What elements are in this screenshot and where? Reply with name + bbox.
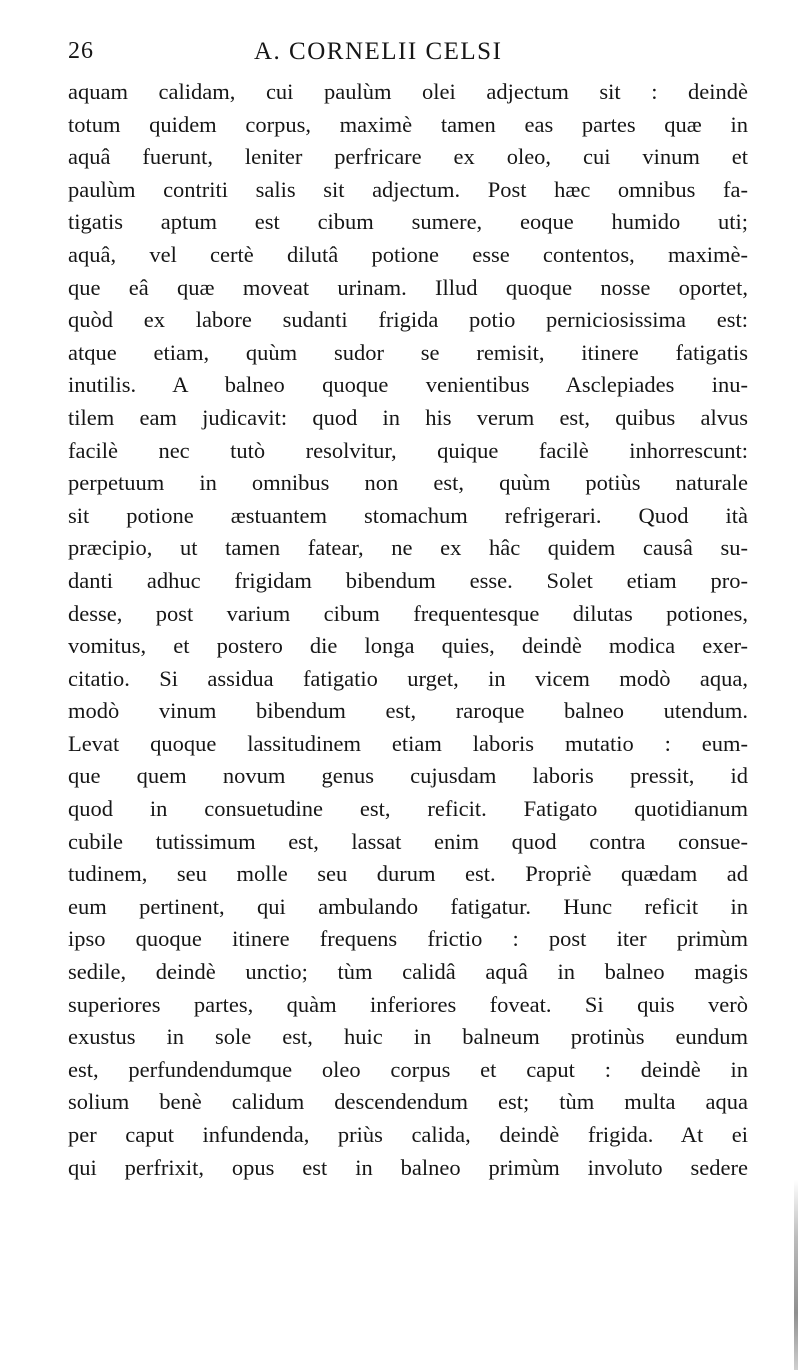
text-line: eum pertinent, qui ambulando fatigatur. Hunc reficit in xyxy=(68,893,748,919)
text-line: danti adhuc frigidam bibendum esse. Solet etiam pro- xyxy=(68,567,748,593)
text-line: sit potione æstuantem stomachum refrigerari. Quod ità xyxy=(68,502,748,528)
text-line: tilem eam judicavit: quod in his verum est, quibus alvus xyxy=(68,404,748,430)
text-line: per caput infundenda, priùs calida, deindè frigida. At ei xyxy=(68,1122,748,1147)
text-line: exustus in sole est, huic in balneum protinùs eundum xyxy=(68,1024,748,1050)
body-text xyxy=(68,76,748,1184)
text-line: atque etiam, quùm sudor se remisit, itinere fatigatis xyxy=(68,339,748,365)
text-line: præcipio, ut tamen fatear, ne ex hâc quidem causâ su- xyxy=(68,535,748,561)
text-line: quòd ex labore sudanti frigida potio perniciosissima est: xyxy=(68,307,748,333)
text-line: paulùm contriti salis sit adjectum. Post hæc omnibus fa- xyxy=(68,176,748,202)
page-header xyxy=(68,38,748,78)
text-line: superiores partes, quàm inferiores foveat. Si quis verò xyxy=(68,991,748,1017)
text-line: Levat quoque lassitudinem etiam laboris mutatio : eum- xyxy=(68,730,748,756)
text-line: tigatis aptum est cibum sumere, eoque humido uti; xyxy=(68,209,748,235)
text-line: tudinem, seu molle seu durum est. Propriè quædam ad xyxy=(68,861,748,887)
text-line: aquam calidam, cui paulùm olei adjectum sit : deindè xyxy=(68,79,748,104)
text-line: que eâ quæ moveat urinam. Illud quoque nosse oportet, xyxy=(68,274,748,300)
text-line: cubile tutissimum est, lassat enim quod contra consue- xyxy=(68,828,748,854)
text-line: totum quidem corpus, maximè tamen eas partes quæ in xyxy=(68,111,748,137)
text-line: modò vinum bibendum est, raroque balneo utendum. xyxy=(68,698,748,724)
text-line: facilè nec tutò resolvitur, quique facilè inhorrescunt: xyxy=(68,437,748,463)
text-line: aquâ fuerunt, leniter perfricare ex oleo, cui vinum et xyxy=(68,144,748,170)
page-number: 26 xyxy=(68,38,94,64)
text-line: aquâ, vel certè dilutâ potione esse contentos, maximè- xyxy=(68,241,748,267)
text-line: ipso quoque itinere frequens frictio : post iter primùm xyxy=(68,926,748,952)
text-line: solium benè calidum descendendum est; tùm multa aqua xyxy=(68,1089,748,1115)
text-line: perpetuum in omnibus non est, quùm potiùs naturale xyxy=(68,470,748,496)
running-title: A. CORNELII CELSI xyxy=(254,38,503,65)
text-line: desse, post varium cibum frequentesque dilutas potiones, xyxy=(68,600,748,626)
text-line: vomitus, et postero die longa quies, deindè modica exer- xyxy=(68,633,748,659)
page-edge-shadow xyxy=(794,1180,798,1370)
text-line: citatio. Si assidua fatigatio urget, in vicem modò aqua, xyxy=(68,665,748,691)
text-line: est, perfundendumque oleo corpus et caput : deindè in xyxy=(68,1056,748,1082)
text-line: que quem novum genus cujusdam laboris pressit, id xyxy=(68,763,748,789)
text-line: quod in consuetudine est, reficit. Fatigato quotidianum xyxy=(68,796,748,822)
text-line: inutilis. A balneo quoque venientibus Asclepiades inu- xyxy=(68,372,748,398)
text-line: qui perfrixit, opus est in balneo primùm involuto sedere xyxy=(68,1154,748,1180)
text-line: sedile, deindè unctio; tùm calidâ aquâ in balneo magis xyxy=(68,959,748,985)
